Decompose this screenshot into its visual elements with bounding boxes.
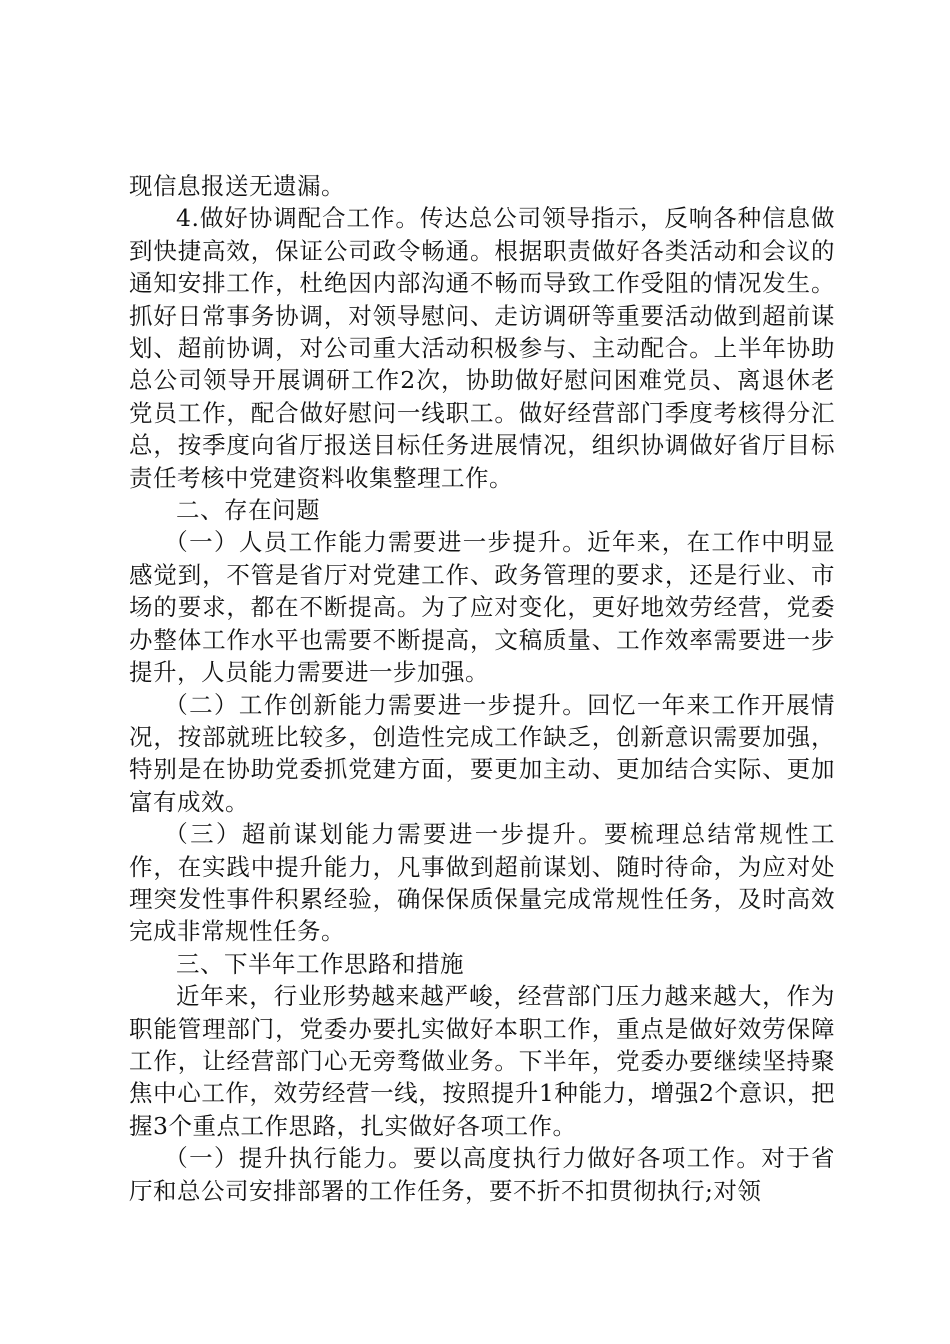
document-body	[129, 170, 835, 1207]
paragraph-coordination: 4.做好协调配合工作。传达总公司领导指示，反响各种信息做到快捷高效，保证公司政令畅通。根据职责做好各类活动和会议的通知安排工作，杜绝因内部沟通不畅而导致工作受阻的情况发生。抓好日常事务协调，对领导慰问、走访调研等重要活动做到超前谋划、超前协调，对公司重大活动积极参与、主动配合。上半年协助总公司领导开展调研工作2次，协助做好慰问困难党员、离退休老党员工作，配合做好慰问一线职工。做好经营部门季度考核得分汇总，按季度向省厅报送目标任务进展情况，组织协调做好省厅目标责任考核中党建资料收集整理工作。	[129, 204, 835, 492]
paragraph-problem-2: （二）工作创新能力需要进一步提升。回忆一年来工作开展情况，按部就班比较多，创造性完成工作缺乏，创新意识需要加强，特别是在协助党委抓党建方面，要更加主动、更加结合实际、更加富有成效。	[129, 690, 835, 816]
paragraph-plans-intro: 近年来，行业形势越来越严峻，经营部门压力越来越大，作为职能管理部门，党委办要扎实做好本职工作，重点是做好效劳保障工作，让经营部门心无旁骛做业务。下半年，党委办要继续坚持聚焦中心工作，效劳经营一线，按照提升1种能力，增强2个意识，把握3个重点工作思路，扎实做好各项工作。	[129, 982, 835, 1140]
paragraph-plan-1: （一）提升执行能力。要以高度执行力做好各项工作。对于省厅和总公司安排部署的工作任务，要不折不扣贯彻执行;对领	[129, 1144, 835, 1205]
section-heading-plans: 三、下半年工作思路和措施	[176, 949, 464, 978]
paragraph-problem-3: （三）超前谋划能力需要进一步提升。要梳理总结常规性工作，在实践中提升能力，凡事做到超前谋划、随时待命，为应对处理突发性事件积累经验，确保保质保量完成常规性任务，及时高效完成非常规性任务。	[129, 820, 835, 946]
paragraph-problem-1: （一）人员工作能力需要进一步提升。近年来，在工作中明显感觉到，不管是省厅对党建工作、政务管理的要求，还是行业、市场的要求，都在不断提高。为了应对变化，更好地效劳经营，党委办整体工作水平也需要不断提高，文稿质量、工作效率需要进一步提升，人员能力需要进一步加强。	[129, 528, 835, 687]
paragraph-continuation: 现信息报送无遗漏。	[129, 172, 345, 200]
section-heading-problems: 二、存在问题	[176, 496, 320, 525]
